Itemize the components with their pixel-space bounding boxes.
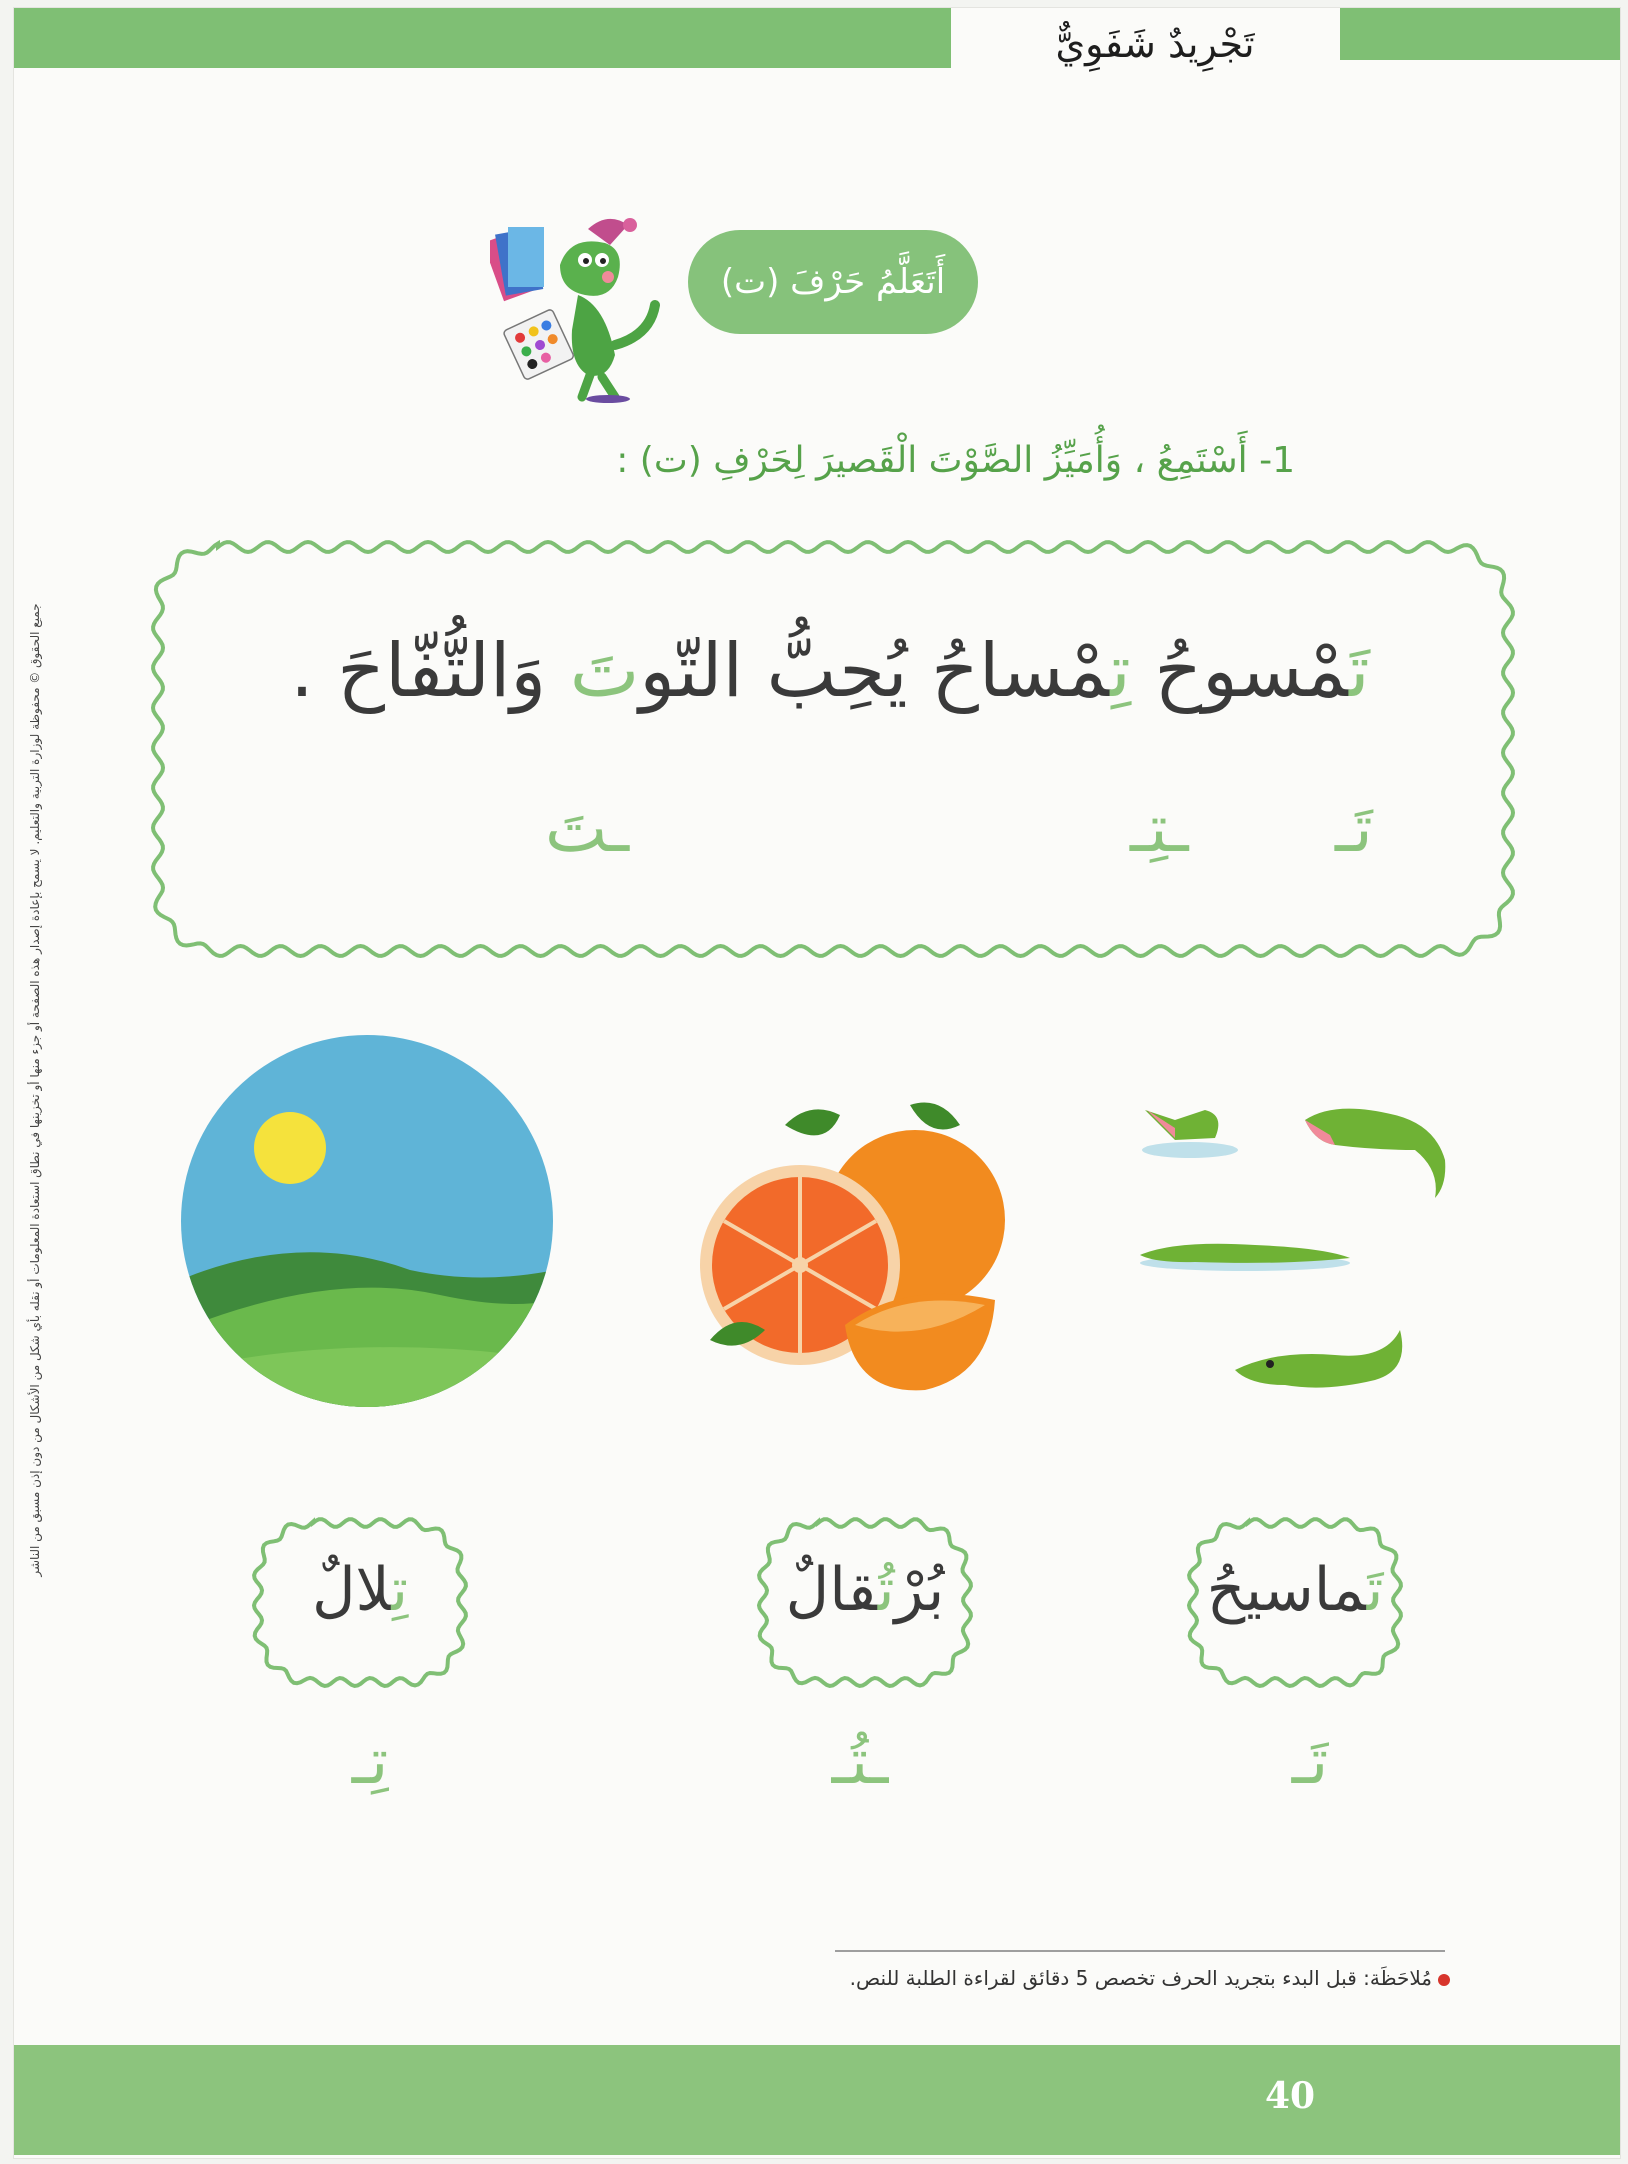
crocodile-icon [1142,1110,1238,1158]
crocodile-icon [1235,1330,1402,1388]
copyright-text: جميع الحقوق © محفوظة لوزارة التربية والتعليم. لا يسمح بإعادة إصدار هذه الصفحة أو جزء منها أو تخزينها في نطاق استعادة المعلومات أو نقله بأي شكل من الأشكال من دون إذن مسبق من الناشر [28,603,42,1577]
sentence-text-1: مْسوحُ [1130,628,1350,714]
paper-stack-icon [490,227,544,301]
word-orange [755,1555,975,1625]
note-divider [835,1950,1445,1952]
orange-picture [690,1095,1020,1405]
lesson-title-badge [688,230,978,334]
sentence-highlight-1: تَ [1349,628,1370,714]
header-band-right [1340,8,1620,60]
lesson-title: أَتَعَلَّمُ حَرْفَ (ت) [720,262,946,302]
crocodiles-picture [1135,1080,1495,1430]
word-3-rest: لالٌ [311,1555,392,1625]
header-band-left [14,8,951,68]
word-sound-2: ـتُـ [831,1725,889,1799]
example-sentence [240,628,1420,714]
word-2-rest: قالٌ [785,1555,878,1625]
sun-icon [254,1112,326,1184]
sentence-highlight-2: تِ [1110,628,1131,714]
sentence-sound-1: تَـ [1335,790,1373,867]
teacher-note-text: مُلاحَظَة: قبل البدء بتجريد الحرف تخصص 5 دقائق لقراءة الطلبة للنص. [849,1966,1432,1990]
word-2-highlight: تُ [877,1555,895,1625]
sentence-text-3: وَالتُّفّاحَ . [290,628,570,714]
section-title: تَجْرِيدٌ شَفَوِيٌّ [1055,22,1255,66]
word-crocodiles [1185,1555,1405,1625]
word-sound-3: تِـ [351,1725,389,1799]
bullet-icon [1438,1974,1450,1986]
sentence-sound-2: ـتِـ [1130,790,1189,867]
teacher-note [830,1966,1450,1990]
sentence-text-2: مْساحُ يُحِبُّ التّو [639,628,1111,714]
word-hills [250,1555,470,1625]
crocodile-icon [1305,1109,1445,1198]
hills-picture [180,1030,555,1412]
copyright-notice [0,0,42,1577]
word-3-highlight: تِ [391,1555,409,1625]
word-1-highlight: تَ [1366,1555,1384,1625]
sentence-frame [148,537,1518,961]
crocodile-mascot-illustration [490,205,690,405]
word-1-rest: ماسيحُ [1206,1555,1367,1625]
sentence-highlight-3: تَ [569,628,640,714]
footer-band [14,2045,1620,2155]
exercise-instruction: 1- أَسْتَمِعُ ، وَأُمَيِّزُ الصَّوْتَ الْقَصيرَ لِحَرْفِ (ت) : [616,440,1295,481]
word-sound-1: تَـ [1291,1725,1329,1799]
word-2-prefix: بُرْ [894,1555,945,1625]
crocodile-icon [1140,1244,1350,1271]
paint-palette-icon [503,309,575,381]
sentence-sound-3: ـتَ [545,790,630,867]
page-number: 40 [1264,2075,1316,2117]
